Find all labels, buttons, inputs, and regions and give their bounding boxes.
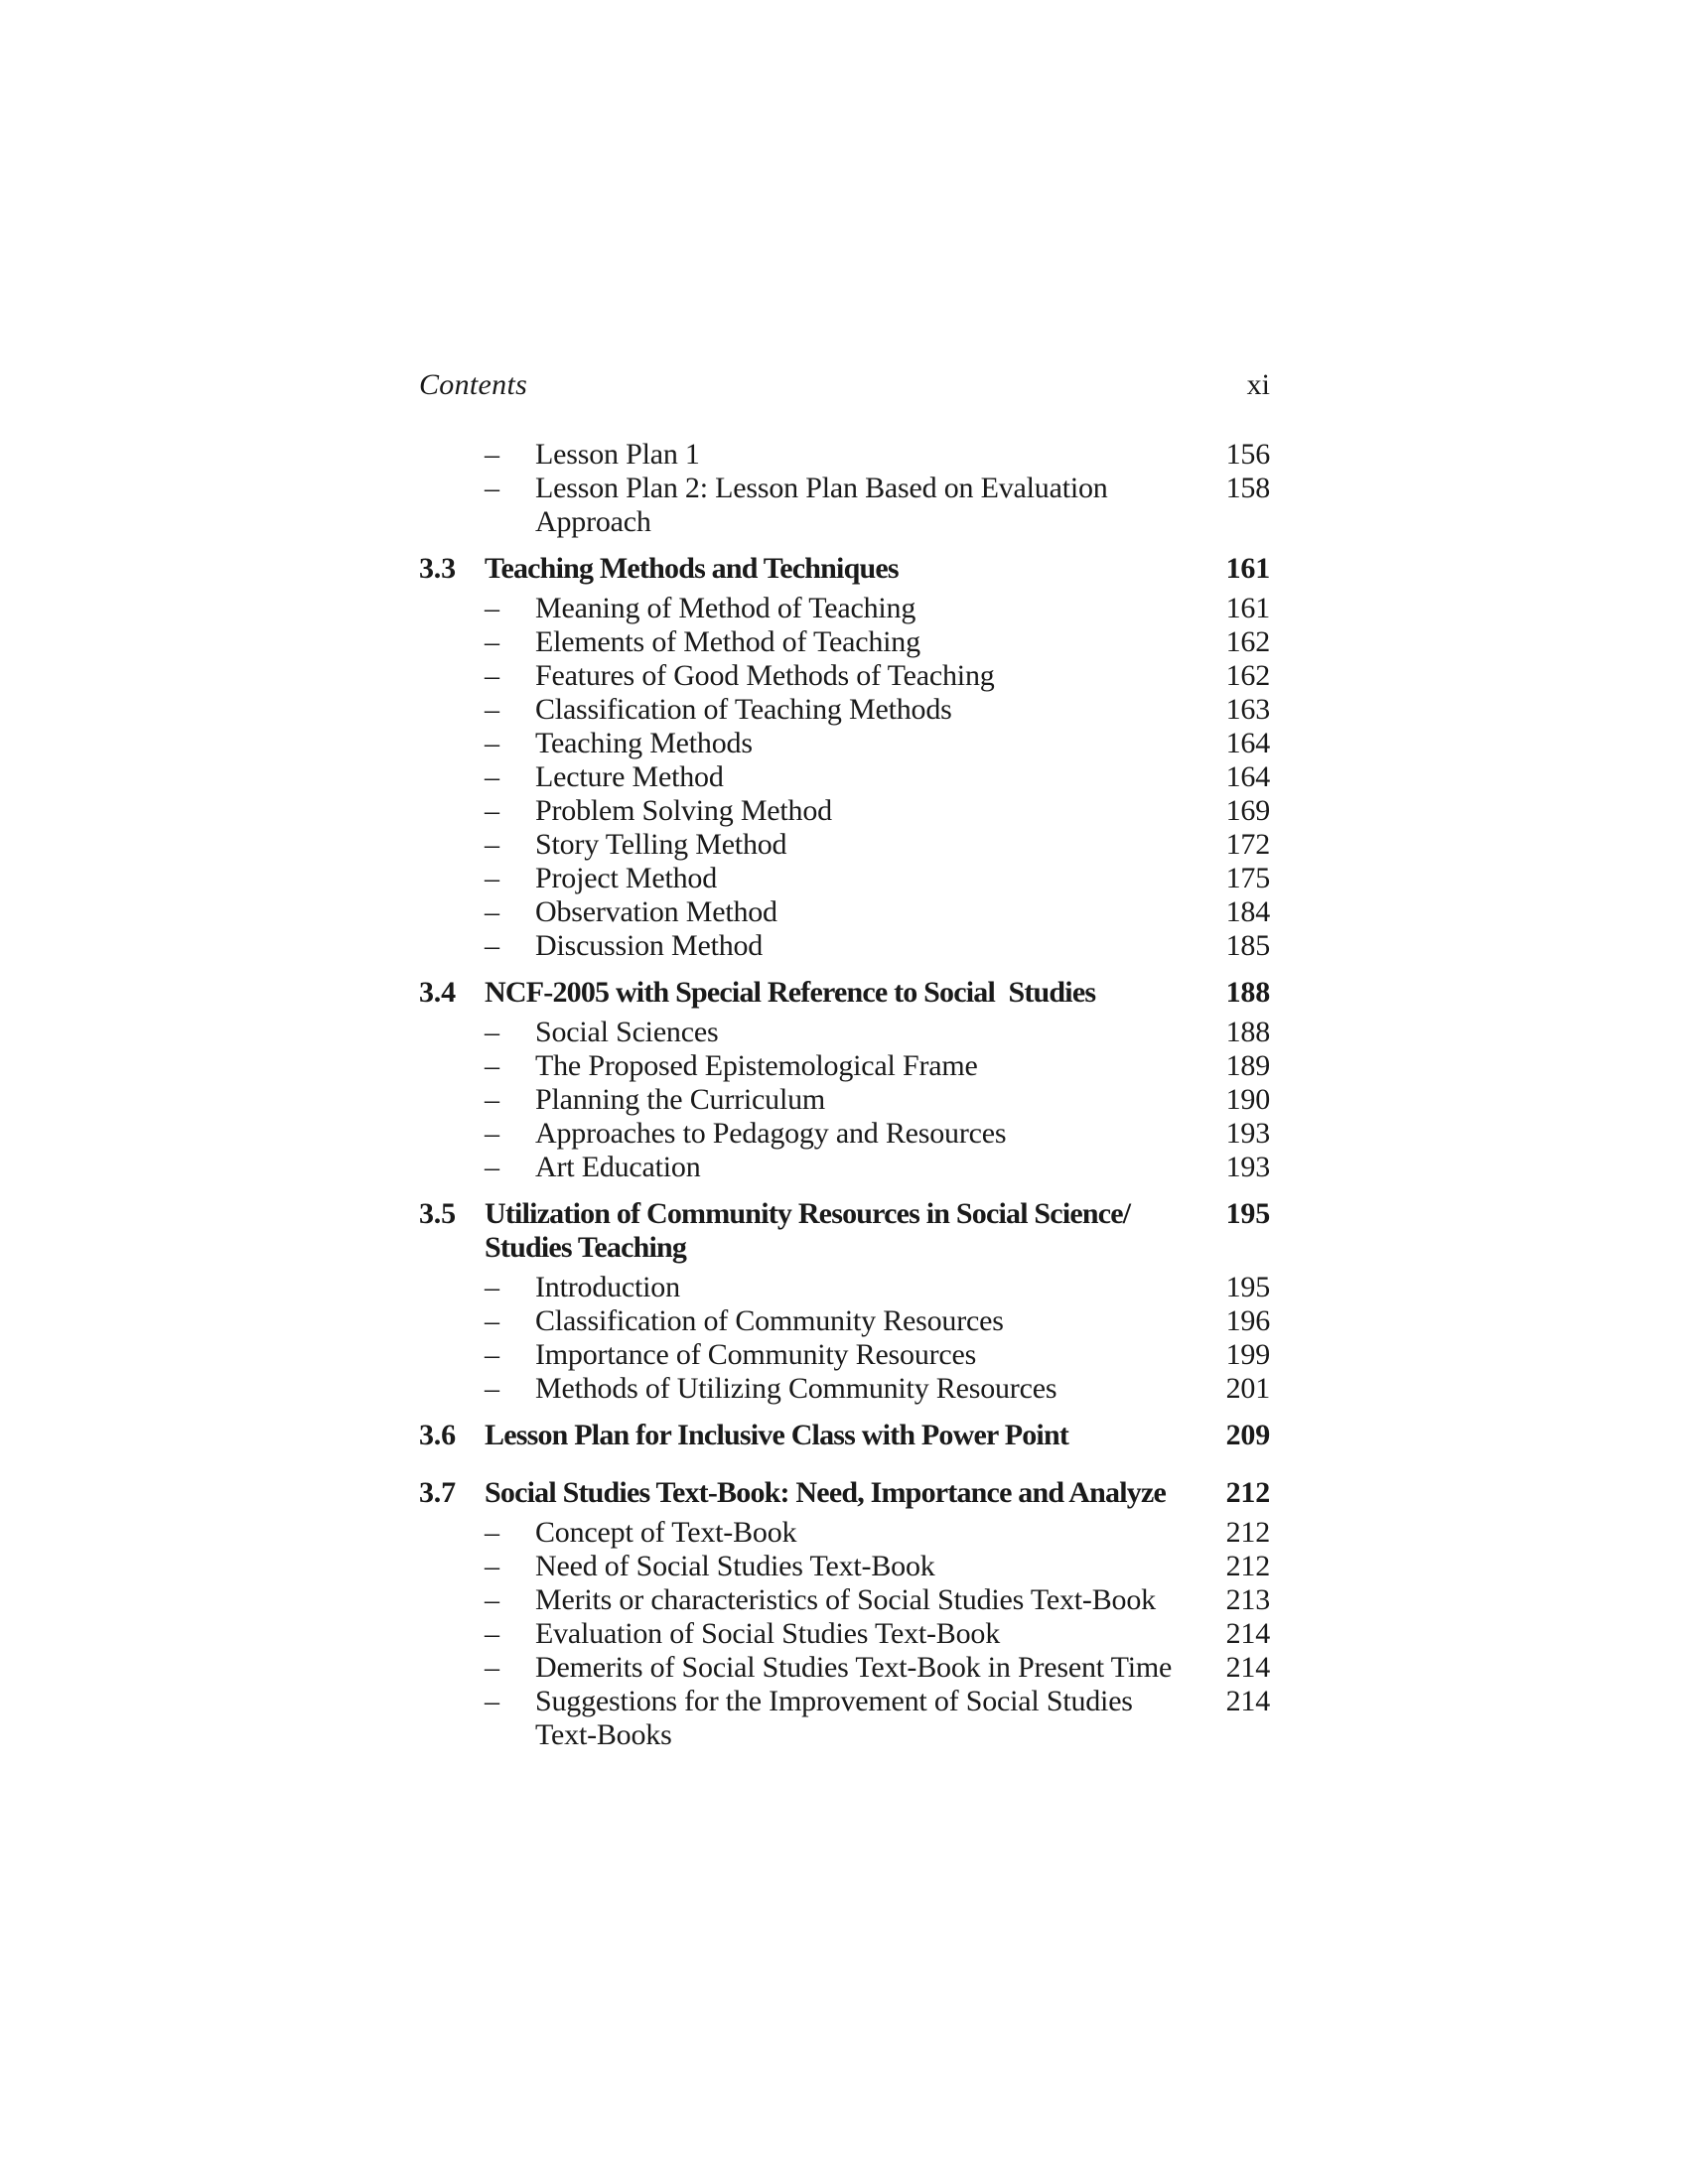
item-body (485, 1338, 1208, 1372)
toc-item-row (419, 1049, 1270, 1083)
item-title-lines (535, 1651, 1172, 1685)
toc-item-row (419, 895, 1270, 929)
section-title-line: Lesson Plan for Inclusive Class with Power Point (485, 1419, 1069, 1451)
section-title-line: Studies Teaching (485, 1231, 687, 1264)
item-body (485, 1550, 1208, 1583)
item-body (485, 1049, 1208, 1083)
toc-item-row (419, 472, 1270, 539)
item-body (485, 1617, 1208, 1651)
toc-item-row (419, 727, 1270, 760)
item-title-line: Lecture Method (535, 760, 724, 793)
section-title-lines (485, 1419, 1068, 1452)
item-title-line: Teaching Methods (535, 727, 753, 759)
item-page-number: 162 (1225, 625, 1270, 658)
section-page-number: 212 (1225, 1476, 1270, 1509)
item-title-line: The Proposed Epistemological Frame (535, 1049, 978, 1082)
toc-item-row (419, 1016, 1270, 1049)
item-title-line: Demerits of Social Studies Text-Book in Present Time (535, 1651, 1173, 1684)
item-title-lines (535, 862, 717, 895)
item-body (485, 472, 1208, 539)
dash-bullet: – (485, 1583, 499, 1616)
item-title-lines (535, 794, 832, 828)
item-title-lines (535, 1117, 1006, 1151)
item-page-number: 156 (1225, 438, 1270, 471)
dash-bullet: – (485, 693, 499, 726)
item-title-line: Suggestions for the Improvement of Social Studies (535, 1685, 1133, 1717)
item-title-line: Social Sciences (535, 1016, 719, 1048)
item-page-number: 161 (1225, 592, 1270, 624)
section-number: 3.7 (419, 1476, 456, 1509)
section-page-number: 195 (1225, 1197, 1270, 1230)
dash-bullet: – (485, 625, 499, 658)
item-title-lines (535, 1083, 825, 1117)
section-title-line: Social Studies Text-Book: Need, Importance and Analyze (485, 1476, 1167, 1509)
item-title-lines (535, 828, 786, 862)
toc-item-group (419, 1271, 1270, 1406)
item-page-number: 213 (1225, 1583, 1270, 1616)
item-title-line: Observation Method (535, 895, 777, 928)
item-title-line: Concept of Text-Book (535, 1516, 797, 1549)
item-title-line: Methods of Utilizing Community Resources (535, 1372, 1057, 1405)
item-title-lines (535, 929, 763, 963)
item-page-number: 172 (1225, 828, 1270, 861)
item-body (485, 592, 1208, 625)
section-number: 3.6 (419, 1419, 456, 1451)
dash-bullet: – (485, 727, 499, 759)
item-body (485, 1016, 1208, 1049)
section-title (485, 1197, 1208, 1265)
dash-bullet: – (485, 1338, 499, 1371)
toc-section-row (419, 976, 1270, 1010)
item-title-lines (535, 438, 700, 472)
toc-item-row (419, 1338, 1270, 1372)
item-title-line: Introduction (535, 1271, 680, 1303)
item-body (485, 1271, 1208, 1304)
item-page-number: 199 (1225, 1338, 1270, 1371)
item-page-number: 214 (1225, 1617, 1270, 1650)
item-title-line: Project Method (535, 862, 718, 894)
dash-bullet: – (485, 1516, 499, 1549)
toc-item-row (419, 625, 1270, 659)
item-page-number: 196 (1225, 1304, 1270, 1337)
dash-bullet: – (485, 1049, 499, 1082)
item-body (485, 625, 1208, 659)
section-page-number: 161 (1225, 552, 1270, 585)
item-body (485, 1083, 1208, 1117)
dash-bullet: – (485, 1271, 499, 1303)
item-page-number: 201 (1225, 1372, 1270, 1405)
section-title (485, 1476, 1208, 1510)
dash-bullet: – (485, 1617, 499, 1650)
toc-section-row (419, 552, 1270, 586)
item-body (485, 1372, 1208, 1406)
section-title (485, 976, 1208, 1010)
section-number: 3.3 (419, 552, 456, 585)
item-title-lines (535, 693, 952, 727)
item-title-lines (535, 1685, 1133, 1752)
item-page-number: 214 (1225, 1685, 1270, 1717)
item-title-lines (535, 1049, 978, 1083)
section-number: 3.5 (419, 1197, 456, 1230)
item-page-number: 175 (1225, 862, 1270, 894)
item-title-line: Evaluation of Social Studies Text-Book (535, 1617, 1001, 1650)
toc-item-row (419, 1151, 1270, 1184)
toc-item-group (419, 1516, 1270, 1752)
toc-item-row (419, 1685, 1270, 1752)
toc-item-row (419, 1304, 1270, 1338)
item-body (485, 1685, 1208, 1752)
toc-item-group (419, 1016, 1270, 1184)
item-title-line: Meaning of Method of Teaching (535, 592, 916, 624)
item-page-number: 212 (1225, 1516, 1270, 1549)
item-page-number: 164 (1225, 760, 1270, 793)
item-body (485, 659, 1208, 693)
toc-section-row (419, 1419, 1270, 1452)
dash-bullet: – (485, 794, 499, 827)
item-body (485, 760, 1208, 794)
toc-item-row (419, 659, 1270, 693)
item-body (485, 1151, 1208, 1184)
item-body (485, 1117, 1208, 1151)
section-page-number: 188 (1225, 976, 1270, 1009)
item-title-line: Lesson Plan 1 (535, 438, 700, 471)
item-title-lines (535, 659, 995, 693)
item-title-line: Discussion Method (535, 929, 764, 962)
dash-bullet: – (485, 760, 499, 793)
item-title-lines (535, 1516, 796, 1550)
dash-bullet: – (485, 659, 499, 692)
dash-bullet: – (485, 1685, 499, 1717)
item-title-lines (535, 1550, 935, 1583)
dash-bullet: – (485, 1304, 499, 1337)
item-body (485, 1651, 1208, 1685)
item-body (485, 693, 1208, 727)
item-page-number: 169 (1225, 794, 1270, 827)
section-title-line: Utilization of Community Resources in Social Science/ (485, 1197, 1131, 1230)
toc-item-row (419, 693, 1270, 727)
item-title-lines (535, 1338, 976, 1372)
toc-section-row (419, 1476, 1270, 1510)
dash-bullet: – (485, 1083, 499, 1116)
item-title-lines (535, 1271, 680, 1304)
dash-bullet: – (485, 1117, 499, 1150)
dash-bullet: – (485, 1372, 499, 1405)
item-title-line: Art Education (535, 1151, 701, 1183)
item-body (485, 727, 1208, 760)
item-title-line: Lesson Plan 2: Lesson Plan Based on Evaluation (535, 472, 1108, 504)
folio-page-number: xi (1246, 368, 1270, 401)
running-header (419, 368, 1270, 402)
item-page-number: 158 (1225, 472, 1270, 504)
item-title-lines (535, 1016, 718, 1049)
item-title-lines (535, 625, 920, 659)
item-page-number: 193 (1225, 1151, 1270, 1183)
toc-item-row (419, 1117, 1270, 1151)
item-title-lines (535, 1583, 1156, 1617)
item-title-line: Approaches to Pedagogy and Resources (535, 1117, 1007, 1150)
table-of-contents (419, 438, 1270, 1752)
dash-bullet: – (485, 929, 499, 962)
item-page-number: 162 (1225, 659, 1270, 692)
item-title-lines (535, 760, 724, 794)
item-title-lines (535, 592, 915, 625)
toc-item-row (419, 1651, 1270, 1685)
item-title-lines (535, 727, 753, 760)
item-title-line: Importance of Community Resources (535, 1338, 977, 1371)
item-body (485, 794, 1208, 828)
item-body (485, 1516, 1208, 1550)
dash-bullet: – (485, 1016, 499, 1048)
dash-bullet: – (485, 1651, 499, 1684)
item-page-number: 212 (1225, 1550, 1270, 1582)
section-title (485, 552, 1208, 586)
section-title-lines (485, 1476, 1166, 1510)
item-title-lines (535, 1617, 1000, 1651)
dash-bullet: – (485, 592, 499, 624)
item-title-lines (535, 1151, 701, 1184)
item-title-line: Text-Books (535, 1718, 672, 1751)
toc-item-row (419, 592, 1270, 625)
dash-bullet: – (485, 1550, 499, 1582)
toc-item-row (419, 1271, 1270, 1304)
item-page-number: 193 (1225, 1117, 1270, 1150)
toc-item-row (419, 1083, 1270, 1117)
dash-bullet: – (485, 828, 499, 861)
item-page-number: 214 (1225, 1651, 1270, 1684)
item-title-lines (535, 895, 777, 929)
item-page-number: 195 (1225, 1271, 1270, 1303)
item-page-number: 189 (1225, 1049, 1270, 1082)
item-page-number: 163 (1225, 693, 1270, 726)
toc-item-group (419, 592, 1270, 963)
item-body (485, 895, 1208, 929)
section-title (485, 1419, 1208, 1452)
dash-bullet: – (485, 862, 499, 894)
toc-item-group (419, 438, 1270, 539)
toc-item-row (419, 862, 1270, 895)
toc-item-row (419, 828, 1270, 862)
page-title: Contents (419, 368, 528, 401)
item-page-number: 185 (1225, 929, 1270, 962)
section-title-lines (485, 1197, 1130, 1265)
item-title-line: Features of Good Methods of Teaching (535, 659, 995, 692)
section-title-line: NCF-2005 with Special Reference to Social Studies (485, 976, 1096, 1009)
item-body (485, 438, 1208, 472)
item-body (485, 1304, 1208, 1338)
item-title-line: Merits or characteristics of Social Studies Text-Book (535, 1583, 1156, 1616)
item-title-line: Classification of Community Resources (535, 1304, 1004, 1337)
item-title-line: Planning the Curriculum (535, 1083, 826, 1116)
section-title-lines (485, 552, 899, 586)
item-title-lines (535, 472, 1108, 539)
toc-item-row (419, 1583, 1270, 1617)
item-body (485, 828, 1208, 862)
toc-item-row (419, 438, 1270, 472)
item-title-lines (535, 1304, 1004, 1338)
dash-bullet: – (485, 1151, 499, 1183)
item-title-line: Problem Solving Method (535, 794, 832, 827)
item-title-line: Elements of Method of Teaching (535, 625, 920, 658)
dash-bullet: – (485, 895, 499, 928)
item-page-number: 164 (1225, 727, 1270, 759)
item-page-number: 184 (1225, 895, 1270, 928)
item-title-line: Approach (535, 505, 651, 538)
toc-item-row (419, 1550, 1270, 1583)
toc-section-row (419, 1197, 1270, 1265)
item-page-number: 188 (1225, 1016, 1270, 1048)
item-page-number: 190 (1225, 1083, 1270, 1116)
section-number: 3.4 (419, 976, 456, 1009)
item-title-lines (535, 1372, 1056, 1406)
item-title-line: Classification of Teaching Methods (535, 693, 952, 726)
toc-item-row (419, 1516, 1270, 1550)
item-title-line: Need of Social Studies Text-Book (535, 1550, 935, 1582)
toc-item-row (419, 760, 1270, 794)
item-title-line: Story Telling Method (535, 828, 787, 861)
toc-item-row (419, 929, 1270, 963)
dash-bullet: – (485, 472, 499, 504)
item-body (485, 1583, 1208, 1617)
dash-bullet: – (485, 438, 499, 471)
toc-item-row (419, 1372, 1270, 1406)
section-title-line: Teaching Methods and Techniques (485, 552, 899, 585)
item-body (485, 862, 1208, 895)
toc-item-row (419, 794, 1270, 828)
item-body (485, 929, 1208, 963)
toc-item-row (419, 1617, 1270, 1651)
section-page-number: 209 (1225, 1419, 1270, 1451)
section-title-lines (485, 976, 1095, 1010)
